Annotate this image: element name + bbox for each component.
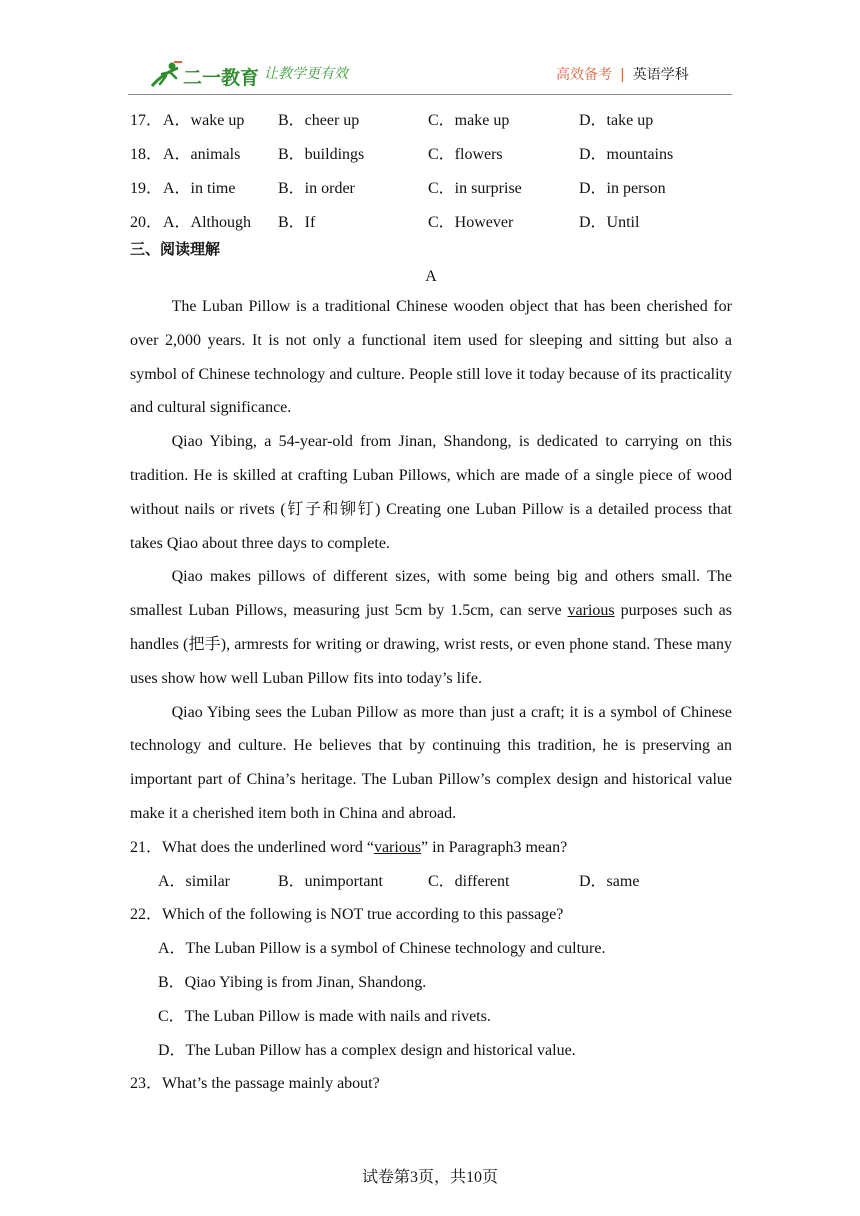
option-c: C．in surprise	[428, 180, 522, 197]
question-21-stem	[130, 831, 732, 865]
option-d: D．take up	[579, 112, 654, 129]
header-tags	[556, 64, 689, 84]
header-separator: |	[620, 67, 625, 83]
question-21-options	[130, 865, 732, 899]
option-d: D．mountains	[579, 146, 674, 163]
stem-text: ” in Paragraph3 mean?	[421, 838, 568, 856]
question-23-stem: 23．What’s the passage mainly about?	[130, 1075, 380, 1093]
brand-logo-text: 二一教育	[183, 67, 260, 89]
paragraph-text: purposes such as handles (把手), armrests for writing or drawing, wrist rests, or even phone stand. These many uses show how well Luban Pillow fits into today’s life.	[130, 602, 732, 687]
page-footer: 试卷第3页，共10页	[361, 1169, 498, 1186]
option-a: A．in time	[163, 180, 236, 197]
stem-text: 21．What does the underlined word “	[130, 838, 374, 856]
option-a: A．wake up	[163, 112, 245, 129]
question-number: 18．	[130, 146, 163, 163]
option-c: C．make up	[428, 112, 510, 129]
question-22-option-c: C．The Luban Pillow is made with nails and rivets.	[158, 1007, 491, 1025]
passage-paragraph-1: The Luban Pillow is a traditional Chinese wooden object that has been cherished for over 2,000 years. It is not only a functional item used for sleeping and sitting but also a symbol of Chinese technology and culture. People still love it today because of its practicality and cultural significance.	[130, 298, 732, 417]
question-22-option-b: B．Qiao Yibing is from Jinan, Shandong.	[158, 973, 427, 991]
brand-slogan: 让教学更有效	[264, 66, 348, 82]
option-b: B．cheer up	[278, 112, 360, 129]
section-title: 三、阅读理解	[130, 240, 221, 258]
option-a: A．animals	[163, 146, 241, 163]
option-d: D．in person	[579, 180, 666, 197]
paragraph-text: Qiao makes pillows of different sizes, with some being big and others small. The smallest Luban Pillows, measuring just 5cm by 1.5cm, can serve	[130, 568, 732, 620]
question-number: 17．	[130, 112, 163, 129]
option-a: A．Although	[163, 214, 252, 231]
passage-paragraph-4: Qiao Yibing sees the Luban Pillow as more than just a craft; it is a symbol of Chinese technology and culture. He believes that by continuing this tradition, he is preserving an important part of China’s heritage. The Luban Pillow’s complex design and historical value make it a cherished item both in China and abroad.	[130, 703, 732, 822]
option-c: C．However	[428, 214, 514, 231]
question-22-option-a: A．The Luban Pillow is a symbol of Chinese technology and culture.	[158, 940, 606, 958]
passage-paragraph-2: Qiao Yibing, a 54-year-old from Jinan, Shandong, is dedicated to carrying on this tradition. He is skilled at crafting Luban Pillows, which are made of a single piece of wood without nails or rivets (钉子和铆钉) Creating one Luban Pillow is a detailed process that takes Qiao about three days to complete.	[130, 433, 732, 552]
runner-logo-icon	[148, 60, 186, 90]
option-b: B．unimportant	[278, 872, 383, 890]
option-a: A．similar	[158, 872, 230, 890]
question-22-stem: 22．Which of the following is NOT true according to this passage?	[130, 906, 564, 924]
question-22-option-d: D．The Luban Pillow has a complex design and historical value.	[158, 1041, 576, 1059]
exam-content	[130, 107, 732, 1101]
option-b: B．in order	[278, 180, 355, 197]
page-header	[0, 0, 860, 100]
option-c: C．flowers	[428, 146, 503, 163]
cloze-option-row	[130, 107, 732, 141]
option-d: D．Until	[579, 214, 640, 231]
passage-paragraph-3	[130, 560, 732, 695]
cloze-option-row	[130, 209, 732, 238]
underlined-word: various	[373, 838, 422, 856]
option-b: B．buildings	[278, 146, 365, 163]
question-number: 19．	[130, 180, 163, 197]
cloze-option-row	[130, 141, 732, 175]
question-number: 20．	[130, 214, 163, 231]
header-tag-exam: 高效备考	[556, 67, 612, 83]
cloze-option-row	[130, 175, 732, 209]
option-b: B．If	[278, 214, 316, 231]
option-c: C．different	[428, 872, 510, 890]
header-divider	[128, 94, 732, 95]
header-tag-subject: 英语学科	[632, 67, 689, 83]
passage-label: A	[425, 268, 437, 285]
underlined-word: various	[567, 602, 615, 620]
option-d: D．same	[579, 872, 640, 890]
